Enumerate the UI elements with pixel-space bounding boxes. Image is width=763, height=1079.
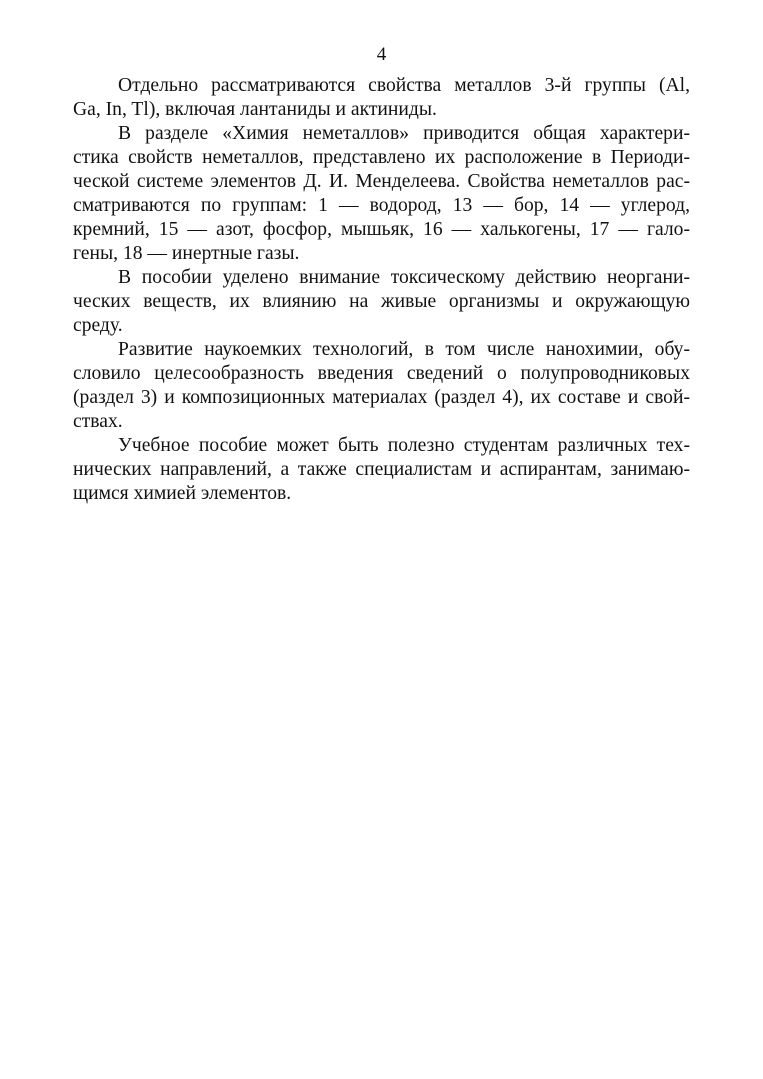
- paragraph-2-line-5: кремний, 15 — азот, фосфор, мышьяк, 16 — халькогены, 17 — гало-: [73, 219, 690, 240]
- page-number: 4: [376, 44, 387, 65]
- paragraph-4-line-1: Развитие наукоемких технологий, в том числе нанохимии, обу-: [118, 339, 690, 360]
- paragraph-3-line-1: В пособии уделено внимание токсическому действию неоргани-: [118, 267, 690, 288]
- paragraph-3-line-2: ческих веществ, их влиянию на живые организмы и окружающую: [73, 291, 690, 312]
- paragraph-4-line-4: ствах.: [73, 411, 123, 432]
- paragraph-5-line-2: нических направлений, а также специалистам и аспирантам, занимаю-: [73, 459, 690, 480]
- paragraph-2-line-6: гены, 18 — инертные газы.: [73, 243, 300, 264]
- paragraph-2-line-2: стика свойств неметаллов, представлено их расположение в Периоди-: [73, 147, 690, 168]
- paragraph-1-line-1: Отдельно рассматриваются свойства металлов 3-й группы (Al,: [118, 75, 690, 96]
- paragraph-2-line-4: сматриваются по группам: 1 — водород, 13 — бор, 14 — углерод,: [73, 195, 690, 216]
- paragraph-5-line-3: щимся химией элементов.: [73, 483, 292, 504]
- paragraph-3-line-3: среду.: [73, 315, 123, 336]
- paragraph-4-line-3: (раздел 3) и композиционных материалах (раздел 4), их составе и свой-: [73, 387, 690, 408]
- paragraph-1-line-2: Ga, In, Tl), включая лантаниды и актиниды.: [73, 99, 437, 120]
- paragraph-5-line-1: Учебное пособие может быть полезно студентам различных тех-: [118, 435, 690, 456]
- paragraph-4-line-2: словило целесообразность введения сведений о полупроводниковых: [73, 363, 690, 384]
- paragraph-2-line-1: В разделе «Химия неметаллов» приводится общая характери-: [118, 123, 690, 144]
- paragraph-2-line-3: ческой системе элементов Д. И. Менделеева. Свойства неметаллов рас-: [73, 171, 690, 192]
